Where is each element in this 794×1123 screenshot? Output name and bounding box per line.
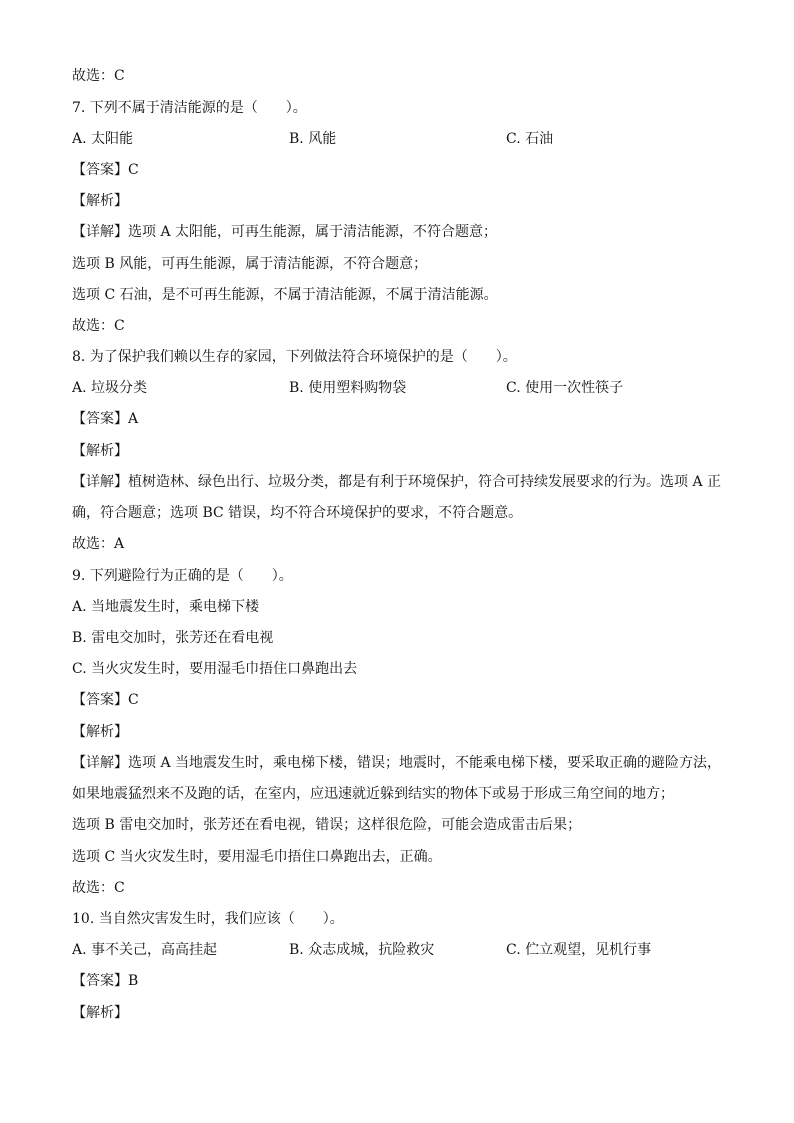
option-c: C. 当火灾发生时，要用湿毛巾捂住口鼻跑出去: [72, 661, 358, 677]
detail-line: 选项 B 雷电交加时，张芳还在看电视，错误；这样很危险，可能会造成雷击后果；: [72, 817, 582, 833]
detail-line: 选项 B 风能，可再生能源，属于清洁能源，不符合题意；: [72, 256, 428, 272]
detail-line: 如果地震猛烈来不及跑的话，在室内，应迅速就近躲到结实的物体下或易于形成三角空间的地方；: [72, 786, 674, 802]
option-b: B. 雷电交加时，张芳还在看电视: [72, 630, 274, 646]
question-8: 8. 为了保护我们赖以生存的家园，下列做法符合环境保护的是（ ）。: [72, 349, 517, 365]
option-b: B. 风能: [289, 131, 337, 147]
option-c: C. 使用一次性筷子: [506, 380, 624, 396]
option-a: A. 垃圾分类: [72, 380, 148, 396]
option-b: B. 众志成城，抗险救灾: [289, 942, 435, 958]
conclusion-line: 故选：C: [72, 68, 125, 84]
answer-line: 【答案】C: [72, 692, 139, 708]
conclusion-line: 故选：A: [72, 536, 125, 552]
answer-line: 【答案】C: [72, 162, 139, 178]
option-c: C. 伫立观望，见机行事: [506, 942, 652, 958]
analysis-heading: 【解析】: [72, 443, 128, 459]
answer-line: 【答案】B: [72, 973, 139, 989]
option-c: C. 石油: [506, 131, 554, 147]
option-a: A. 事不关己，高高挂起: [72, 942, 218, 958]
question-10: 10. 当自然灾害发生时，我们应该（ ）。: [72, 911, 344, 927]
conclusion-line: 故选：C: [72, 880, 125, 896]
option-a: A. 当地震发生时，乘电梯下楼: [72, 599, 260, 615]
detail-line: 【详解】选项 A 太阳能，可再生能源，属于清洁能源，不符合题意；: [72, 224, 498, 240]
answer-line: 【答案】A: [72, 411, 139, 427]
detail-line: 选项 C 当火灾发生时，要用湿毛巾捂住口鼻跑出去，正确。: [72, 849, 442, 865]
detail-line: 【详解】植树造林、绿色出行、垃圾分类，都是有利于环境保护，符合可持续发展要求的行为。选项 A 正: [72, 474, 722, 490]
question-7: 7. 下列不属于清洁能源的是（ ）。: [72, 100, 307, 116]
analysis-heading: 【解析】: [72, 193, 128, 209]
option-b: B. 使用塑料购物袋: [289, 380, 407, 396]
question-9: 9. 下列避险行为正确的是（ ）。: [72, 568, 293, 584]
detail-line: 【详解】选项 A 当地震发生时，乘电梯下楼，错误；地震时，不能乘电梯下楼，要采取正确的避险方法，: [72, 755, 722, 771]
detail-line: 选项 C 石油，是不可再生能源，不属于清洁能源，不属于清洁能源。: [72, 287, 498, 303]
conclusion-line: 故选：C: [72, 318, 125, 334]
analysis-heading: 【解析】: [72, 1005, 128, 1021]
detail-line: 确，符合题意；选项 BC 错误，均不符合环境保护的要求，不符合题意。: [72, 505, 523, 521]
analysis-heading: 【解析】: [72, 724, 128, 740]
option-a: A. 太阳能: [72, 131, 134, 147]
